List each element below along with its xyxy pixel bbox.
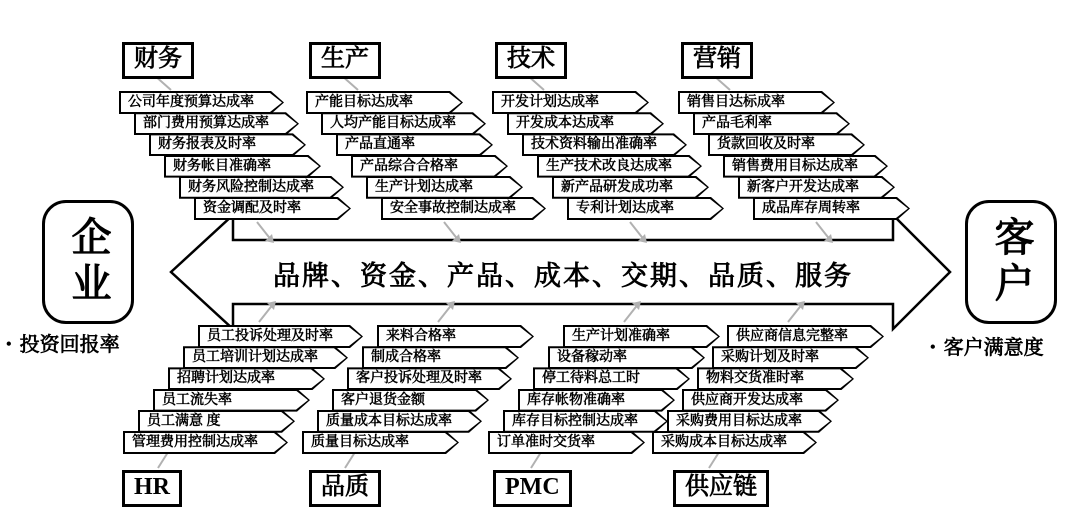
metric-banner (753, 197, 910, 220)
metric-banner (738, 176, 895, 199)
metric-banner (712, 346, 869, 369)
catbox-production: 生产 (309, 42, 381, 79)
metric-banner (321, 112, 486, 135)
metric-label: 新客户开发达成率 (747, 179, 859, 195)
metric-banner (336, 133, 493, 156)
catbox-quality: 品质 (309, 470, 381, 507)
metric-banner (697, 367, 854, 390)
metric-banner (507, 112, 664, 135)
metric-banner (503, 410, 668, 433)
metric-banner (537, 155, 702, 178)
metric-label: 管理费用控制达成率 (132, 435, 258, 450)
bullet-icon: • (930, 339, 936, 356)
catbox-technology: 技术 (495, 42, 567, 79)
metric-banner (362, 346, 519, 369)
metric-banner (306, 91, 463, 114)
metric-label: 财务帐目准确率 (173, 158, 271, 174)
metric-label: 供应商开发达成率 (691, 392, 803, 408)
metric-banner (194, 197, 351, 220)
metric-label: 库存帐物准确率 (527, 392, 625, 408)
metric-banner (492, 91, 649, 114)
metric-label: 人均产能目标达成率 (330, 116, 456, 132)
metric-label: 生产计划准确率 (572, 329, 670, 344)
metric-banner (119, 91, 284, 114)
metric-banner (693, 112, 850, 135)
metric-banner (533, 367, 690, 390)
metric-label: 销售目达标成率 (687, 95, 785, 110)
metric-label: 成品库存周转率 (762, 201, 860, 216)
enterprise-metric (6, 328, 120, 357)
metric-label: 开发计划达成率 (501, 95, 599, 110)
metric-label: 产品毛利率 (702, 116, 772, 132)
metric-banner (567, 197, 724, 220)
metric-label: 员工培训计划达成率 (192, 350, 318, 366)
metric-label: 财务风险控制达成率 (188, 179, 314, 195)
metric-label: 制成合格率 (371, 350, 441, 366)
metric-label: 采购成本目标达成率 (661, 435, 787, 450)
metric-label: 员工满意 度 (147, 413, 221, 429)
metric-banner (381, 197, 546, 220)
metric-label: 员工投诉处理及时率 (207, 329, 333, 344)
metric-banner (723, 155, 888, 178)
metric-banner (198, 325, 363, 348)
metric-label: 产能目标达成率 (315, 95, 413, 110)
metric-label: 专利计划达成率 (576, 201, 674, 216)
metric-label: 采购费用目标达成率 (676, 413, 802, 429)
metric-label: 停工待料总工时 (542, 371, 640, 387)
metric-label: 财务报表及时率 (158, 137, 256, 153)
metric-banner (377, 325, 534, 348)
metric-banner (727, 325, 884, 348)
metric-label: 供应商信息完整率 (736, 329, 848, 344)
metric-banner (351, 155, 508, 178)
metric-banner (123, 431, 288, 454)
customer-box: 客户 (965, 200, 1057, 324)
metric-label: 质量目标达成率 (311, 435, 409, 450)
metric-banner (708, 133, 865, 156)
metric-banner (488, 431, 645, 454)
catbox-supplychain: 供应链 (673, 470, 769, 507)
metric-banner (164, 155, 321, 178)
metric-label: 生产技术改良达成率 (546, 158, 672, 174)
customer-metric (930, 331, 1044, 360)
metric-banner (522, 133, 687, 156)
metric-banner (168, 367, 325, 390)
metric-banner (317, 410, 482, 433)
metric-label: 库存目标控制达成率 (512, 413, 638, 429)
metric-label: 安全事故控制达成率 (390, 201, 516, 216)
metric-banner (134, 112, 299, 135)
metric-banner (678, 91, 835, 114)
enterprise-metric-label: 投资回报率 (19, 334, 120, 356)
metric-banner (183, 346, 348, 369)
metric-label: 货款回收及时率 (717, 137, 815, 153)
metric-banner (179, 176, 344, 199)
metric-label: 订单准时交货率 (497, 435, 595, 450)
metric-banner (563, 325, 720, 348)
metric-label: 招聘计划达成率 (177, 371, 275, 387)
metric-banner (149, 133, 306, 156)
metric-label: 资金调配及时率 (203, 201, 301, 216)
metric-label: 设备稼动率 (557, 350, 627, 366)
metric-label: 物料交货准时率 (706, 371, 804, 387)
metric-banner (552, 176, 709, 199)
metric-banner (652, 431, 817, 454)
metric-banner (667, 410, 832, 433)
metric-label: 来料合格率 (386, 329, 456, 344)
metric-label: 生产计划达成率 (375, 179, 473, 195)
metric-label: 公司年度预算达成率 (128, 95, 254, 110)
metric-banner (518, 389, 675, 412)
metric-banner (682, 389, 839, 412)
metric-label: 技术资料输出准确率 (531, 137, 657, 153)
metric-label: 产品综合合格率 (360, 158, 458, 174)
metric-banner (302, 431, 459, 454)
customer-metric-label: 客户满意度 (943, 337, 1044, 359)
catbox-hr: HR (122, 470, 182, 507)
metric-label: 销售费用目标达成率 (732, 158, 858, 174)
metric-banner (138, 410, 295, 433)
bullet-icon: • (6, 336, 12, 353)
metric-label: 部门费用预算达成率 (143, 116, 269, 132)
metric-label: 采购计划及时率 (721, 350, 819, 366)
metric-label: 新产品研发成功率 (561, 179, 673, 195)
metric-banner (332, 389, 489, 412)
metric-banner (347, 367, 512, 390)
catbox-finance: 财务 (122, 42, 194, 79)
catbox-marketing: 营销 (681, 42, 753, 79)
metric-banner (366, 176, 523, 199)
metric-label: 客户投诉处理及时率 (356, 371, 482, 387)
metric-label: 产品直通率 (345, 137, 415, 153)
metric-label: 开发成本达成率 (516, 116, 614, 132)
enterprise-box: 企业 (42, 200, 134, 324)
metric-banner (548, 346, 705, 369)
center-arrow-label: 品牌、资金、产品、成本、交期、品质、服务 (273, 261, 853, 291)
metric-label: 质量成本目标达成率 (326, 413, 452, 429)
metric-label: 客户退货金额 (341, 392, 425, 408)
metric-label: 员工流失率 (162, 392, 232, 408)
metric-banner (153, 389, 310, 412)
catbox-pmc: PMC (493, 470, 572, 507)
